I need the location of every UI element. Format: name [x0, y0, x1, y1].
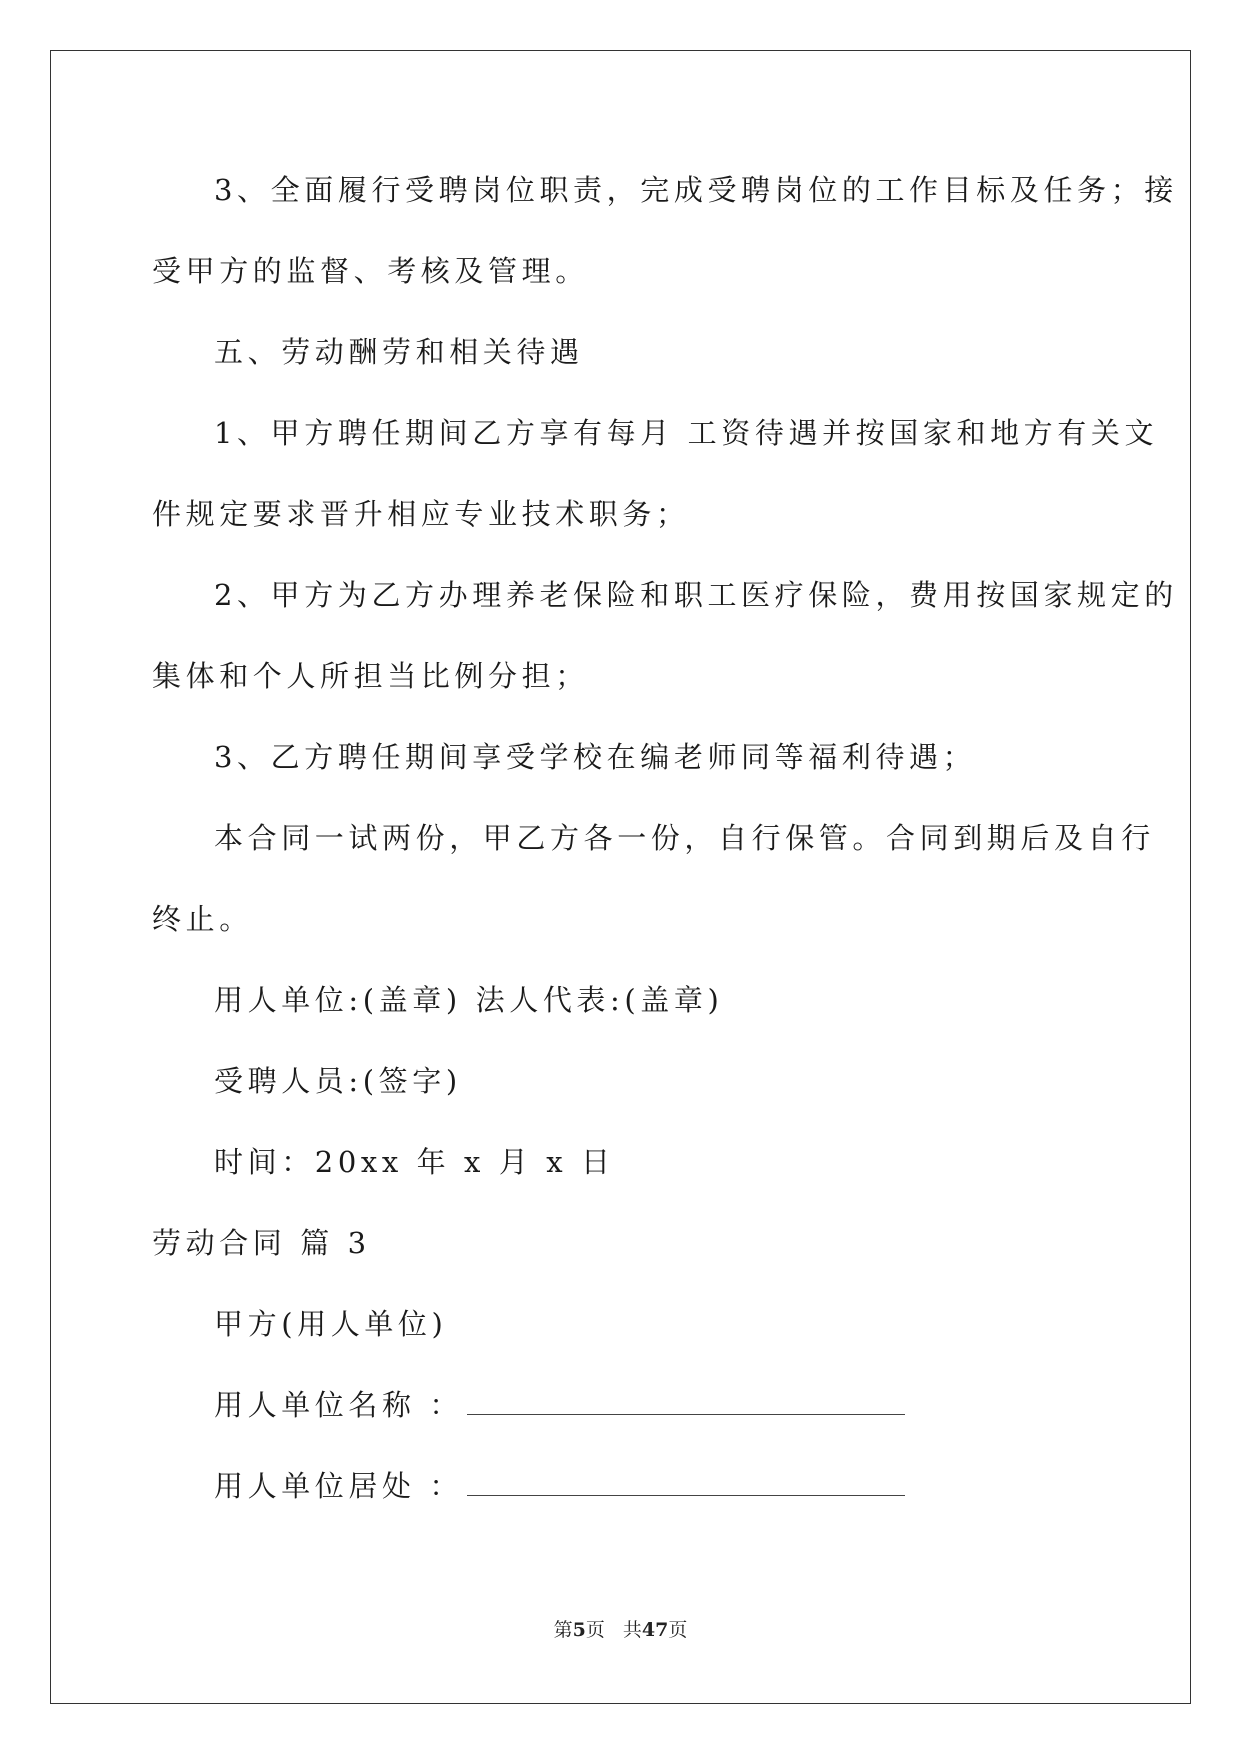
page-suffix: 页	[585, 1619, 605, 1641]
employer-address-label: 用人单位居处 ：	[214, 1469, 464, 1503]
paragraph-line: 本合同一试两份，甲乙方各一份，自行保管。合同到期后及自行	[214, 821, 1155, 855]
section-heading: 五、劳动酬劳和相关待遇	[214, 335, 584, 369]
paragraph-line: 集体和个人所担当比例分担；	[152, 659, 589, 693]
contract-section-title: 劳动合同 篇 3	[152, 1226, 371, 1260]
paragraph-line: 终止。	[152, 902, 253, 936]
paragraph-line: 3、乙方聘任期间享受学校在编老师同等福利待遇；	[214, 740, 977, 774]
party-a-heading: 甲方(用人单位)	[214, 1307, 448, 1341]
date-line: 时间：20xx 年 x 月 x 日	[214, 1145, 615, 1179]
employer-address-row	[214, 1466, 905, 1506]
signature-line-employee: 受聘人员:(签字)	[214, 1064, 462, 1098]
employer-name-row	[214, 1385, 905, 1425]
employer-name-label: 用人单位名称 ：	[214, 1388, 464, 1422]
employer-address-blank[interactable]	[467, 1473, 905, 1496]
signature-line-employer: 用人单位:(盖章) 法人代表:(盖章)	[214, 983, 724, 1017]
employer-name-blank[interactable]	[467, 1392, 905, 1415]
paragraph-line: 1、甲方聘任期间乙方享有每月 工资待遇并按国家和地方有关文	[214, 416, 1159, 450]
page-footer	[0, 1618, 1241, 1642]
paragraph-line: 2、甲方为乙方办理养老保险和职工医疗保险，费用按国家规定的	[214, 578, 1178, 612]
paragraph-line: 受甲方的监督、考核及管理。	[152, 254, 589, 288]
page-border	[50, 50, 1191, 1704]
page-number: 5	[572, 1619, 586, 1641]
total-prefix: 共	[622, 1619, 642, 1641]
total-pages: 47	[641, 1619, 669, 1641]
paragraph-line: 3、全面履行受聘岗位职责，完成受聘岗位的工作目标及任务；接	[214, 173, 1178, 207]
page-prefix: 第	[553, 1619, 573, 1641]
paragraph-line: 件规定要求晋升相应专业技术职务；	[152, 497, 690, 531]
total-suffix: 页	[668, 1619, 688, 1641]
